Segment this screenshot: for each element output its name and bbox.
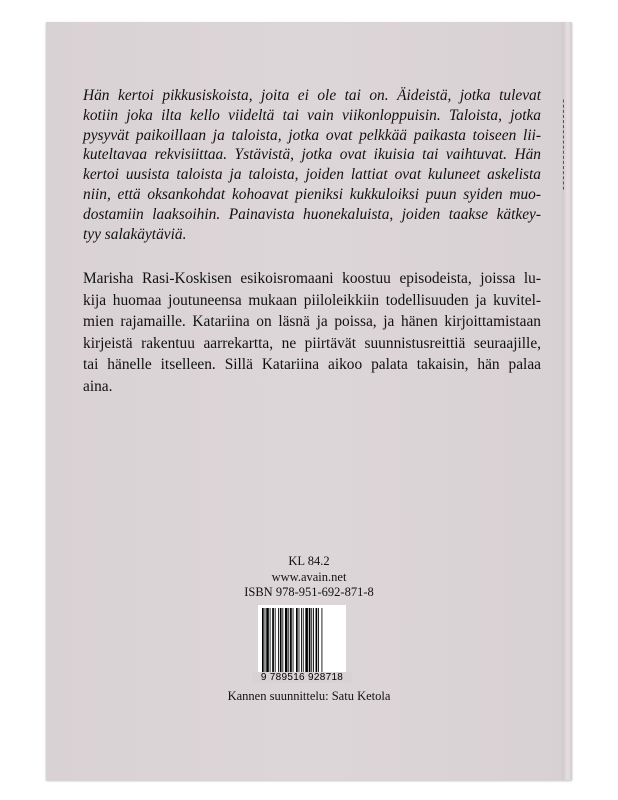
- blurb-paragraph-2: [83, 268, 541, 397]
- barcode-bar: [303, 608, 304, 672]
- blurb-paragraph-1: [83, 86, 541, 244]
- text-line: niin, että oksankohdat kohoavat pieniksi kukkuloiksi puun syiden muo-: [83, 185, 541, 203]
- barcode-bar: [290, 608, 292, 672]
- library-classification: KL 84.2: [288, 554, 330, 568]
- text-line: tai hänelle itselleen. Sillä Katariina aikoo palata takaisin, hän palaa: [83, 356, 541, 373]
- text-line: kija huomaa joutuneensa mukaan piiloleikkiin todellisuuden ja kuvitel-: [83, 291, 541, 309]
- barcode-bar: [285, 608, 288, 672]
- barcode-bar: [293, 608, 294, 672]
- isbn: ISBN 978-951-692-871-8: [244, 585, 374, 599]
- barcode-bar: [305, 608, 308, 672]
- barcode-bar: [280, 608, 282, 672]
- barcode-bar: [313, 608, 314, 672]
- barcode-bar: [288, 608, 289, 672]
- barcode-bar: [282, 608, 283, 672]
- barcode-bar: [262, 608, 264, 672]
- text-line: kertoi uusista taloista ja taloista, joiden lattiat ovat kuluneet askelista: [83, 166, 541, 184]
- text-line: Hän kertoi pikkusiskoista, joita ei ole tai on. Äideistä, jotka tulevat: [83, 87, 541, 104]
- cover-design-credit: Kannen suunnittelu: Satu Ketola: [227, 689, 391, 703]
- barcode-bar: [266, 608, 269, 672]
- spine-lettering: [563, 100, 570, 191]
- barcode-bar: [265, 608, 266, 672]
- barcode-bar: [270, 608, 271, 672]
- barcode-bar: [299, 608, 300, 672]
- barcode-bar: [322, 608, 323, 672]
- barcode-bar: [275, 608, 276, 672]
- text-line: tyy salakäytäviä.: [83, 225, 187, 243]
- text-line: kirjeistä rakentuu aarrekartta, ne piirtävät suunnistusreittiä seuraajille,: [83, 334, 541, 352]
- text-line: mien rajamaille. Katariina on läsnä ja poissa, ja hänen kirjoittamistaan: [83, 313, 541, 330]
- barcode-bar: [311, 608, 312, 672]
- book-spine: [562, 22, 572, 780]
- text-line: kotiin joka ilta kello viideltä tai vain viikonloppuisin. Taloista, jotka: [83, 106, 541, 124]
- text-line: dostamiin laaksoihin. Painavista huonekaluista, joiden taakse kätkey-: [83, 205, 541, 223]
- barcode-bar: [278, 608, 279, 672]
- text-line: Marisha Rasi-Koskisen esikoisromaani koostuu episodeista, joissa lu-: [83, 270, 541, 287]
- barcode-bar: [301, 608, 302, 672]
- barcode-bar: [318, 608, 319, 672]
- barcode-bar: [316, 608, 318, 672]
- text-line: pysyvät paikoillaan ja taloista, jotka ovat pelkkää paikasta toiseen lii-: [83, 126, 541, 144]
- barcode-digits: 9 789516 928718: [252, 672, 352, 683]
- barcode-bar: [309, 608, 311, 672]
- text-line: aina.: [83, 377, 113, 395]
- publisher-website: www.avain.net: [271, 570, 347, 584]
- barcode: [258, 605, 346, 675]
- book-back-cover: [46, 22, 572, 780]
- barcode-bar: [296, 608, 298, 672]
- text-line: kuteltavaa rekvisiittaa. Ystävistä, jotka ovat ikuisia tai vaihtuvat. Hän: [83, 146, 541, 164]
- barcode-bar: [272, 608, 274, 672]
